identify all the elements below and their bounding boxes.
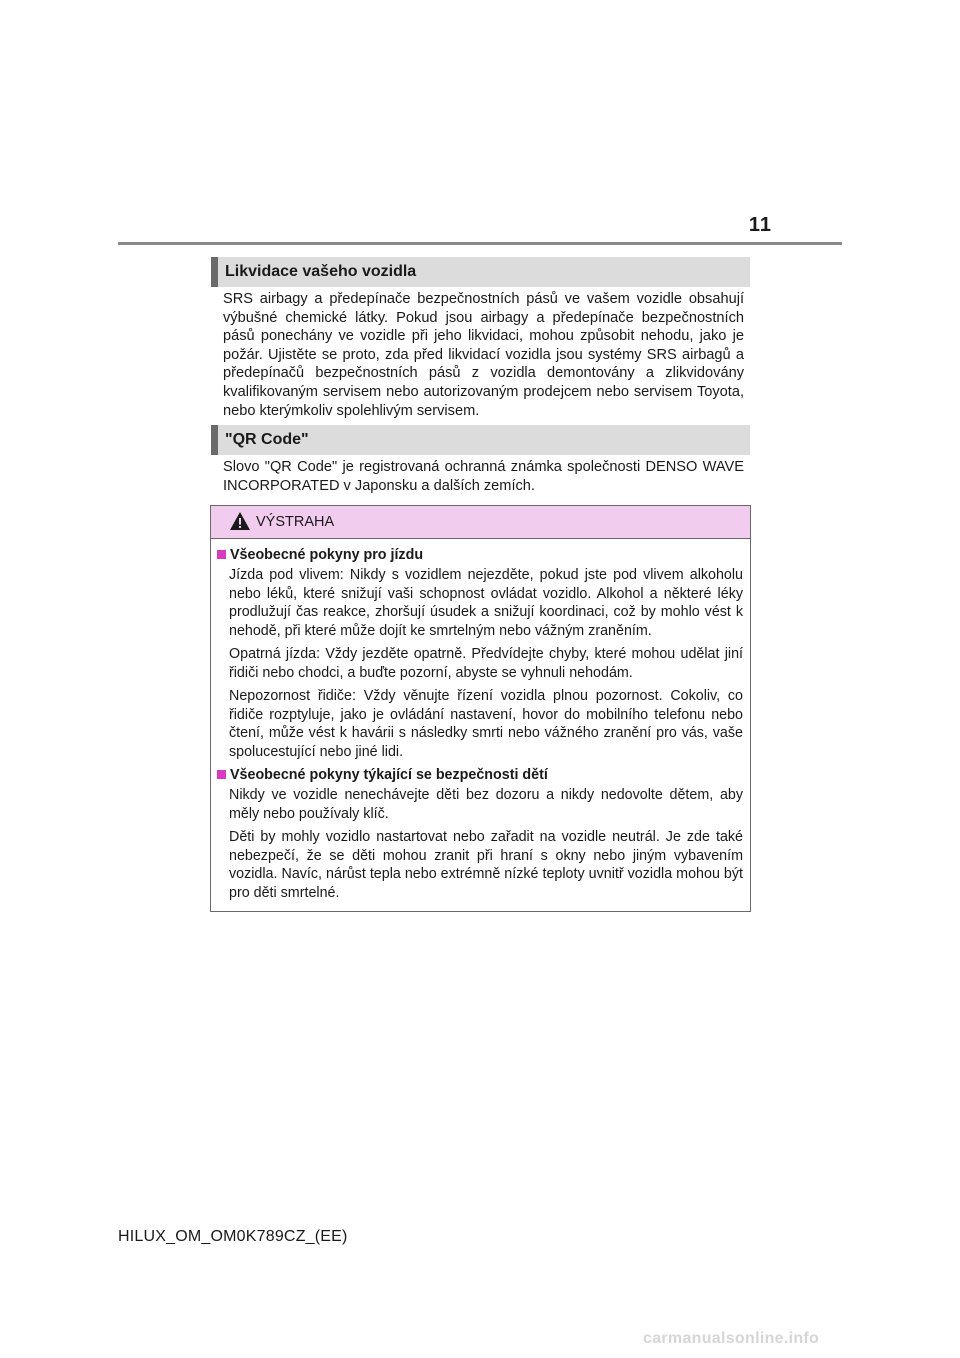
warning-box	[210, 505, 751, 912]
warning-group-driving	[211, 546, 750, 761]
header-rule	[118, 242, 842, 245]
warning-group-children	[211, 766, 750, 902]
watermark: carmanualsonline.info	[643, 1330, 820, 1347]
bullet-heading-text: Všeobecné pokyny pro jízdu	[230, 547, 424, 563]
warning-paragraph: Opatrná jízda: Vždy jezděte opatrně. Předvídejte chyby, které mohou udělat jiní řidiči nebo chodci, a buďte pozorní, abyste se vyhnuli nehodám.	[229, 646, 743, 681]
section-header-disposal: Likvidace vašeho vozidla	[211, 257, 750, 287]
bullet-square-icon	[217, 550, 226, 559]
bullet-square-icon	[217, 770, 226, 779]
warning-paragraph: Děti by mohly vozidlo nastartovat nebo zařadit na vozidle neutrál. Je zde také nebezpečí, že se děti mohou zranit při hraní s okny nebo jiným vybavením vozidla. Navíc, nárůst tepla nebo extrémně nízké teploty uvnitř vozidla mohou být pro děti smrtelné.	[229, 829, 743, 901]
bullet-heading	[217, 766, 750, 785]
section-header-qr-code: "QR Code"	[211, 425, 750, 455]
warning-paragraph: Jízda pod vlivem: Nikdy s vozidlem nejezděte, pokud jste pod vlivem alkoholu nebo léků, které snižují vaši schopnost ovládat vozidlo. Alkohol a některé léky prodlužují čas reakce, zhoršují úsudek a snižují koordinaci, což by mohlo vést k nehodě, při které může dojít ke smrtelným nebo vážným zraněním.	[229, 567, 743, 639]
page-number: 11	[748, 214, 772, 236]
warning-header	[211, 506, 750, 539]
footer-document-code: HILUX_OM_OM0K789CZ_(EE)	[118, 1228, 348, 1245]
warning-body	[211, 546, 750, 907]
bullet-heading	[217, 546, 750, 565]
section-text-qr-code: Slovo "QR Code" je registrovaná ochranná známka společnosti DENSO WAVE INCORPORATED v Japonsku a dalších zemích.	[223, 459, 744, 494]
section-text-disposal: SRS airbagy a předepínače bezpečnostních pásů ve vašem vozidle obsahují výbušné chemické látky. Pokud jsou airbagy a předepínače bezpečnostních pásů ponechány ve vozidle při jeho likvidaci, mohou způsobit nehodu, jako je požár. Ujistěte se proto, zda před likvidací vozidla jsou systémy SRS airbagů a předepínačů bezpečnostních pásů z vozidla demontovány a zlikvidovány kvalifikovaným servisem nebo autorizovaným prodejcem nebo servisem Toyota, nebo kterýmkoliv spolehlivým servisem.	[223, 291, 744, 419]
bullet-heading-text: Všeobecné pokyny týkající se bezpečnosti dětí	[230, 767, 548, 783]
warning-paragraph: Nikdy ve vozidle nenechávejte děti bez dozoru a nikdy nedovolte dětem, aby měly nebo používaly klíč.	[229, 787, 743, 822]
warning-label: VÝSTRAHA	[256, 514, 335, 530]
warning-triangle-icon	[229, 511, 251, 531]
warning-paragraph: Nepozornost řidiče: Vždy věnujte řízení vozidla plnou pozornost. Cokoliv, co řidiče rozptyluje, jako je ovládání nastavení, hovor do mobilního telefonu nebo čtení, může vést k havárii s následky smrti nebo vážného zranění pro vás, vaše spolucestující nebo jiné lidi.	[229, 688, 743, 760]
